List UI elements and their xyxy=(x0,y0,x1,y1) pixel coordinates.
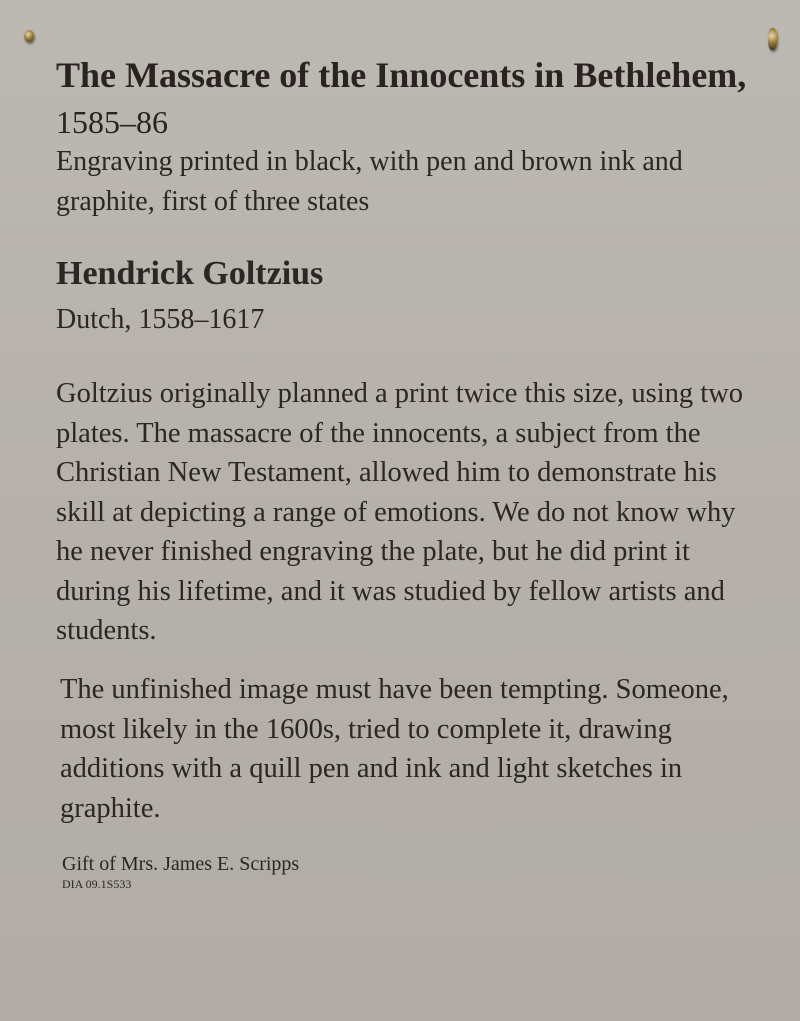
accession-number: DIA 09.1S533 xyxy=(62,877,132,891)
artist-name: Hendrick Goltzius xyxy=(56,255,324,292)
description-paragraph-1: Goltzius originally planned a print twice this size, using two plates. The massacre of the innocents, a subject from the Christian New Testament, allowed him to demonstrate his skill at depicting a range of emotions. We do not know why he never finished engraving the plate, but he did print it during his lifetime, and it was studied by fellow artists and students. xyxy=(56,378,744,646)
pin-icon xyxy=(24,30,34,42)
pin-icon xyxy=(768,28,777,50)
artist-nationality-dates: Dutch, 1558–1617 xyxy=(56,304,265,335)
artwork-medium: Engraving printed in black, with pen and brown ink and graphite, first of three states xyxy=(56,146,683,217)
credit-line: Gift of Mrs. James E. Scripps xyxy=(62,853,300,875)
artwork-date: 1585–86 xyxy=(56,104,168,140)
artwork-title xyxy=(56,52,756,145)
artwork-title-text: The Massacre of the Innocents in Bethlehem, xyxy=(56,55,747,95)
description-paragraph-2: The unfinished image must have been tempting. Someone, most likely in the 1600s, tried to complete it, drawing additions with a quill pen and ink and light sketches in graphite. xyxy=(60,674,729,824)
